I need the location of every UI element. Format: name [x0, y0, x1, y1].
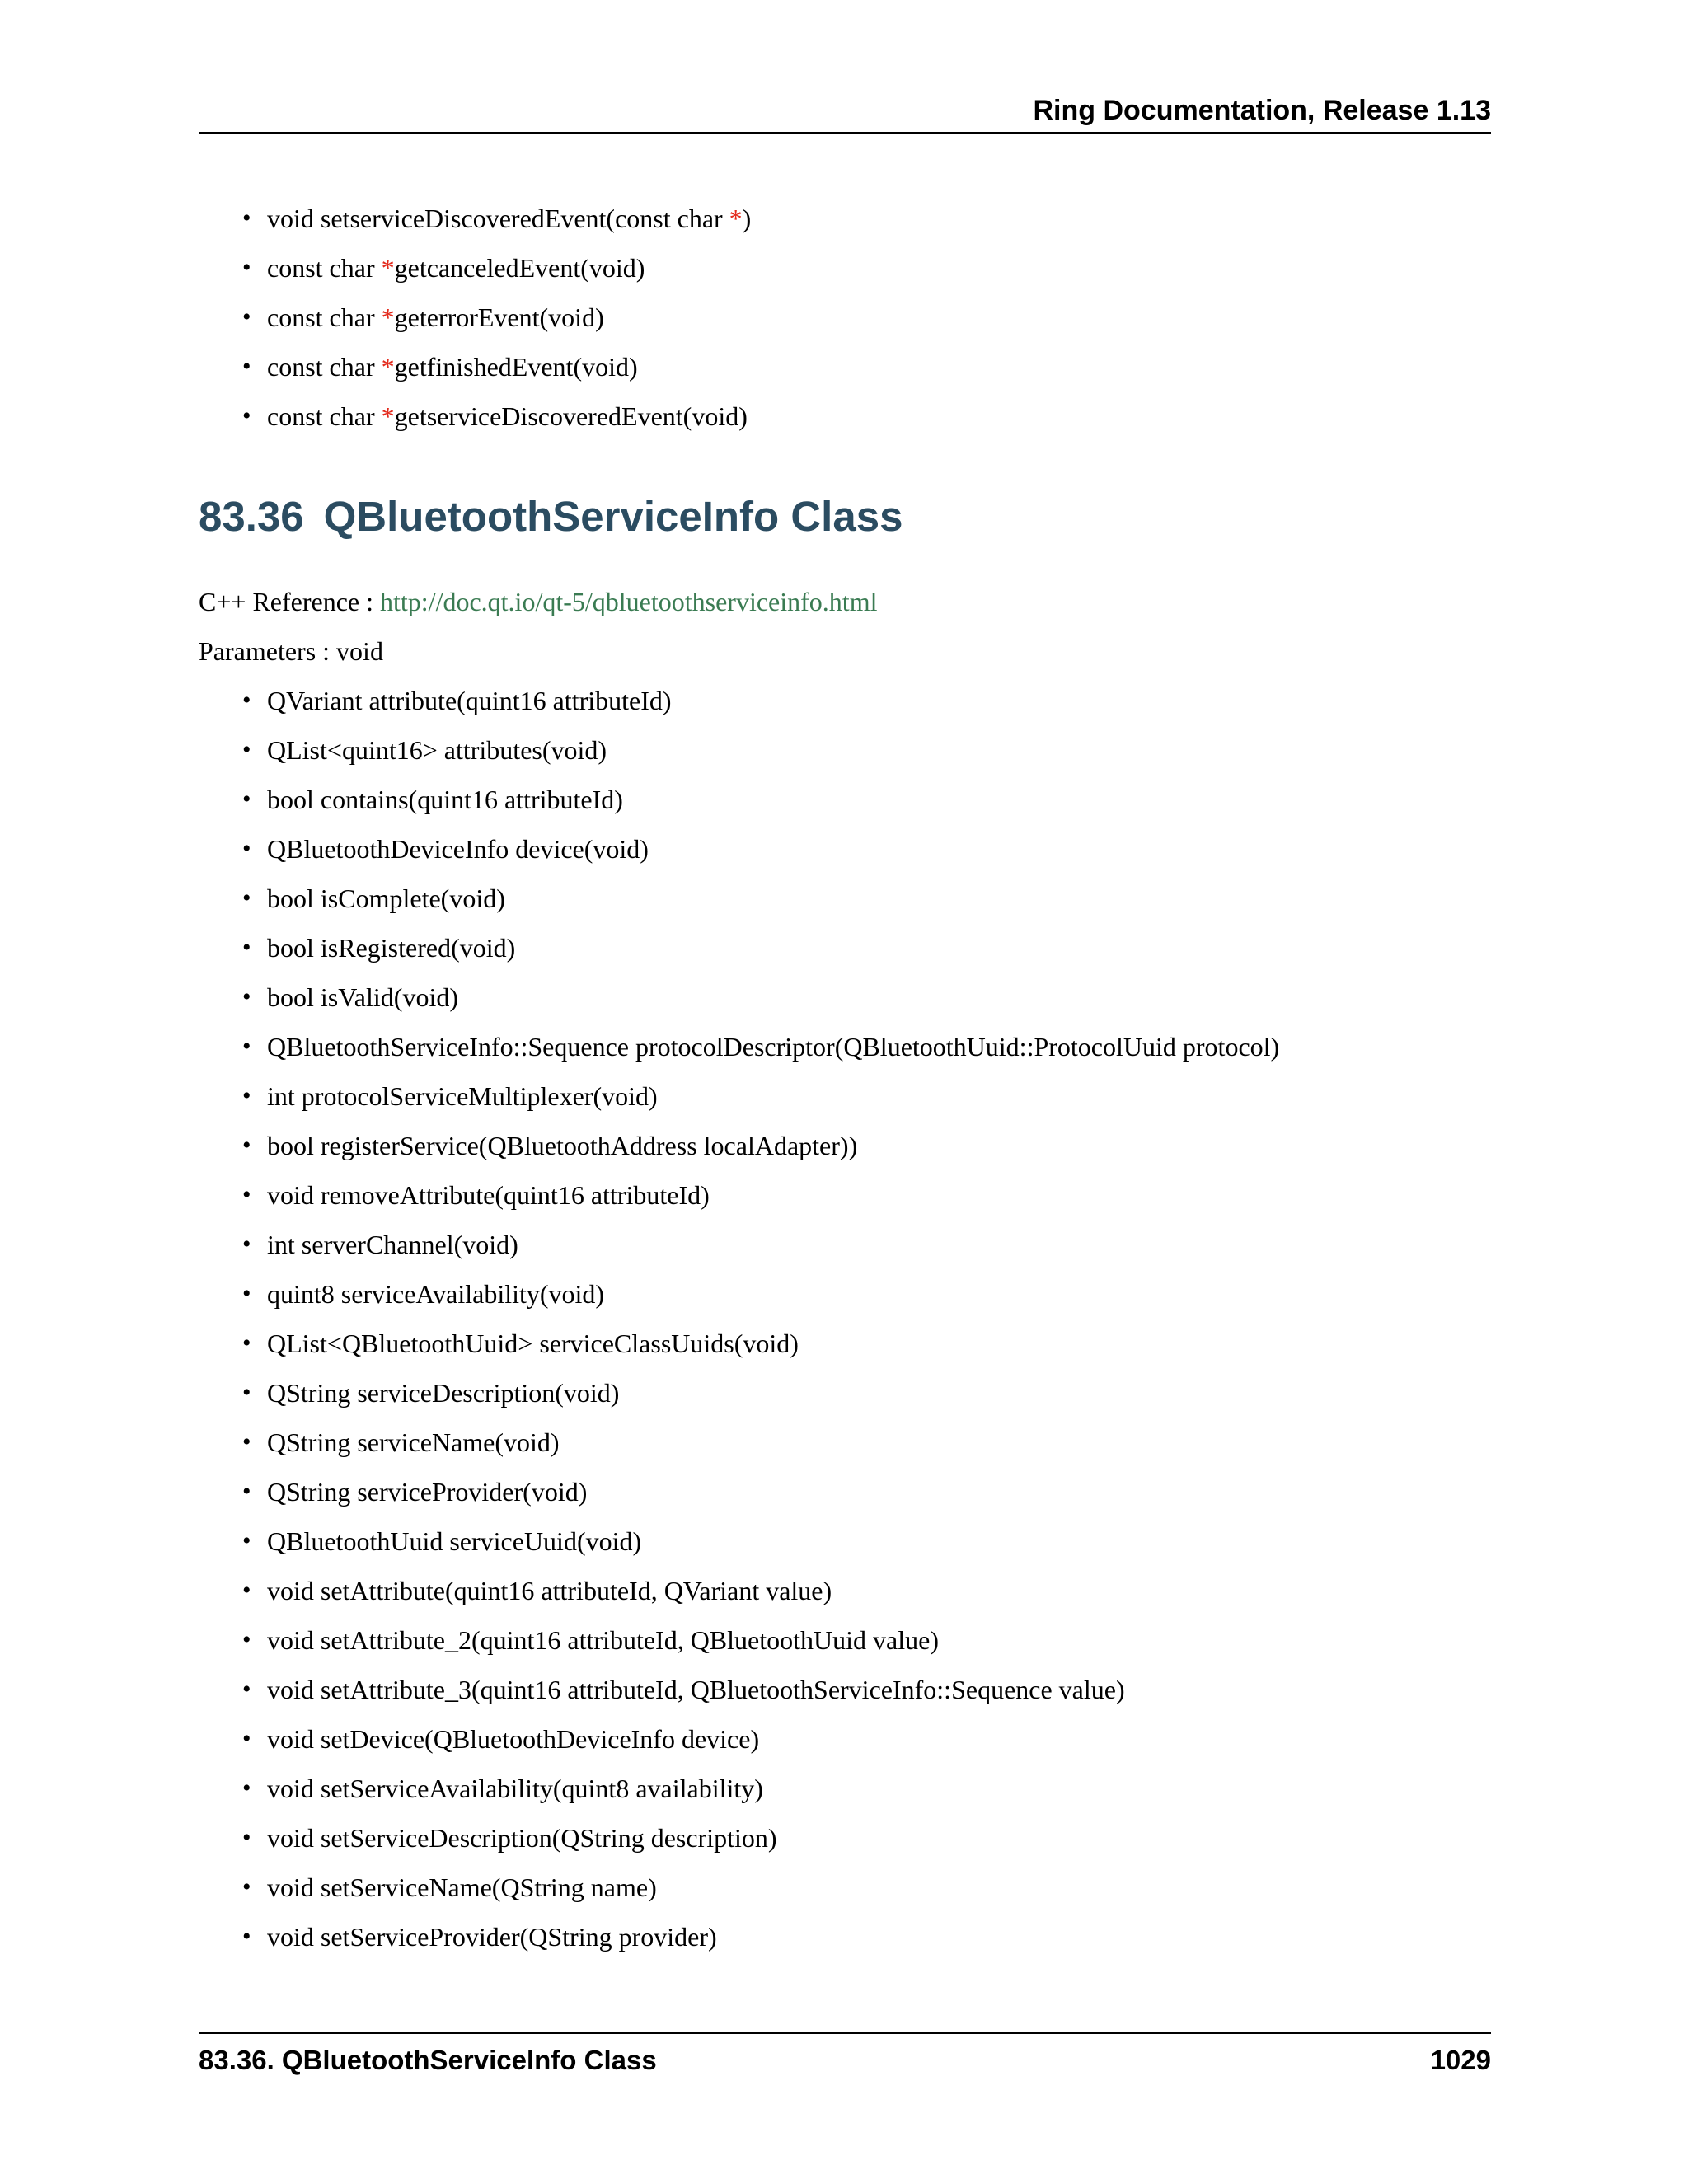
list-item — [0, 1418, 1279, 1467]
item-text: const char — [267, 352, 382, 382]
section-heading — [199, 486, 903, 547]
method-signature: void removeAttribute(quint16 attributeId) — [267, 1180, 710, 1210]
page-footer — [199, 2032, 1491, 2083]
method-signature: QString serviceDescription(void) — [267, 1378, 620, 1408]
list-item — [0, 1121, 1279, 1170]
method-signature: QList<quint16> attributes(void) — [267, 735, 607, 765]
list-item — [0, 1467, 1279, 1516]
list-item — [0, 1566, 1279, 1615]
bullet-icon: • — [242, 1428, 251, 1455]
bullet-icon: • — [242, 1082, 251, 1109]
bullet-icon: • — [242, 1132, 251, 1159]
list-item — [0, 1269, 1279, 1319]
method-signature: QBluetoothDeviceInfo device(void) — [267, 834, 649, 864]
list-item — [0, 1615, 1279, 1665]
bullet-icon: • — [242, 1873, 251, 1900]
list-item — [0, 874, 1279, 923]
list-item — [0, 342, 751, 391]
list-item — [0, 1220, 1279, 1269]
method-signature: bool isRegistered(void) — [267, 933, 516, 963]
list-item — [0, 1813, 1279, 1863]
method-signature: void setAttribute_3(quint16 attributeId, QBluetoothServiceInfo::Sequence value) — [267, 1675, 1125, 1704]
page-header — [199, 91, 1491, 134]
document-title: Ring Documentation, Release 1.13 — [1033, 95, 1491, 126]
list-item — [0, 1368, 1279, 1418]
bullet-icon: • — [242, 1923, 251, 1950]
list-item — [0, 824, 1279, 874]
bullet-icon: • — [242, 934, 251, 961]
bullet-icon: • — [242, 835, 251, 862]
bullet-icon: • — [242, 785, 251, 813]
reference-label: C++ Reference : — [199, 587, 380, 616]
pointer-star: * — [381, 302, 395, 332]
reference-link[interactable]: http://doc.qt.io/qt-5/qbluetoothserviceinfo.html — [380, 587, 878, 616]
bullet-icon: • — [242, 1626, 251, 1653]
list-item — [0, 1319, 1279, 1368]
list-item — [0, 243, 751, 293]
page-number: 1029 — [1430, 2045, 1491, 2075]
list-item — [0, 1022, 1279, 1071]
bullet-icon: • — [242, 1675, 251, 1703]
method-signature: void setAttribute(quint16 attributeId, QVariant value) — [267, 1576, 832, 1605]
method-signature: QVariant attribute(quint16 attributeId) — [267, 686, 672, 715]
bullet-icon: • — [242, 1478, 251, 1505]
footer-section-title: 83.36. QBluetoothServiceInfo Class — [199, 2045, 657, 2075]
list-item — [0, 1665, 1279, 1714]
item-text: ) — [742, 204, 752, 233]
method-signature: bool contains(quint16 attributeId) — [267, 785, 623, 814]
method-signature: quint8 serviceAvailability(void) — [267, 1279, 605, 1309]
cpp-reference — [199, 577, 877, 626]
item-text: geterrorEvent(void) — [394, 302, 604, 332]
method-signature: void setDevice(QBluetoothDeviceInfo device) — [267, 1724, 760, 1754]
list-item — [0, 725, 1279, 775]
pointer-star: * — [381, 253, 395, 283]
item-text: const char — [267, 253, 382, 283]
method-signature: void setServiceName(QString name) — [267, 1872, 657, 1902]
method-signature: QString serviceName(void) — [267, 1427, 560, 1457]
bullet-icon: • — [242, 884, 251, 912]
list-item — [0, 1714, 1279, 1764]
list-item — [0, 1516, 1279, 1566]
parameters-line: Parameters : void — [199, 636, 383, 666]
bullet-icon: • — [242, 204, 251, 232]
method-signature: void setServiceDescription(QString description) — [267, 1823, 777, 1853]
method-signature: QList<QBluetoothUuid> serviceClassUuids(void) — [267, 1329, 799, 1358]
pointer-star: * — [729, 204, 743, 233]
list-item — [0, 972, 1279, 1022]
item-text: getfinishedEvent(void) — [394, 352, 638, 382]
method-signature: bool registerService(QBluetoothAddress localAdapter)) — [267, 1131, 858, 1160]
method-signature: void setServiceAvailability(quint8 availability) — [267, 1774, 763, 1803]
method-signature: QBluetoothServiceInfo::Sequence protocolDescriptor(QBluetoothUuid::ProtocolUuid protocol) — [267, 1032, 1280, 1062]
bullet-icon: • — [242, 303, 251, 330]
section-number: 83.36 — [199, 493, 304, 540]
method-signature: int serverChannel(void) — [267, 1230, 518, 1259]
bullet-icon: • — [242, 1033, 251, 1060]
bullet-icon: • — [242, 1725, 251, 1752]
list-item — [0, 923, 1279, 972]
event-getter-list — [0, 194, 751, 441]
section-title: QBluetoothServiceInfo Class — [323, 493, 903, 540]
method-signature: QString serviceProvider(void) — [267, 1477, 588, 1507]
item-text: void setserviceDiscoveredEvent(const char — [267, 204, 729, 233]
bullet-icon: • — [242, 1527, 251, 1554]
list-item — [0, 1912, 1279, 1961]
bullet-icon: • — [242, 687, 251, 714]
method-signature: QBluetoothUuid serviceUuid(void) — [267, 1526, 642, 1556]
method-list — [0, 676, 1279, 1961]
list-item — [0, 1071, 1279, 1121]
list-item — [0, 391, 751, 441]
bullet-icon: • — [242, 1379, 251, 1406]
item-text: const char — [267, 302, 382, 332]
list-item — [0, 1764, 1279, 1813]
bullet-icon: • — [242, 1774, 251, 1802]
bullet-icon: • — [242, 1280, 251, 1307]
list-item — [0, 293, 751, 342]
bullet-icon: • — [242, 1181, 251, 1208]
list-item — [0, 676, 1279, 725]
bullet-icon: • — [242, 1230, 251, 1258]
item-text: getserviceDiscoveredEvent(void) — [394, 401, 748, 431]
pointer-star: * — [381, 401, 395, 431]
list-item — [0, 194, 751, 243]
method-signature: int protocolServiceMultiplexer(void) — [267, 1081, 658, 1111]
bullet-icon: • — [242, 353, 251, 380]
bullet-icon: • — [242, 983, 251, 1010]
bullet-icon: • — [242, 1824, 251, 1851]
method-signature: bool isValid(void) — [267, 982, 458, 1012]
list-item — [0, 775, 1279, 824]
method-signature: void setServiceProvider(QString provider) — [267, 1922, 717, 1952]
list-item — [0, 1170, 1279, 1220]
item-text: getcanceledEvent(void) — [394, 253, 645, 283]
pointer-star: * — [381, 352, 395, 382]
bullet-icon: • — [242, 736, 251, 763]
bullet-icon: • — [242, 402, 251, 429]
item-text: const char — [267, 401, 382, 431]
bullet-icon: • — [242, 254, 251, 281]
method-signature: void setAttribute_2(quint16 attributeId, QBluetoothUuid value) — [267, 1625, 939, 1655]
bullet-icon: • — [242, 1329, 251, 1357]
bullet-icon: • — [242, 1577, 251, 1604]
method-signature: bool isComplete(void) — [267, 883, 505, 913]
list-item — [0, 1863, 1279, 1912]
